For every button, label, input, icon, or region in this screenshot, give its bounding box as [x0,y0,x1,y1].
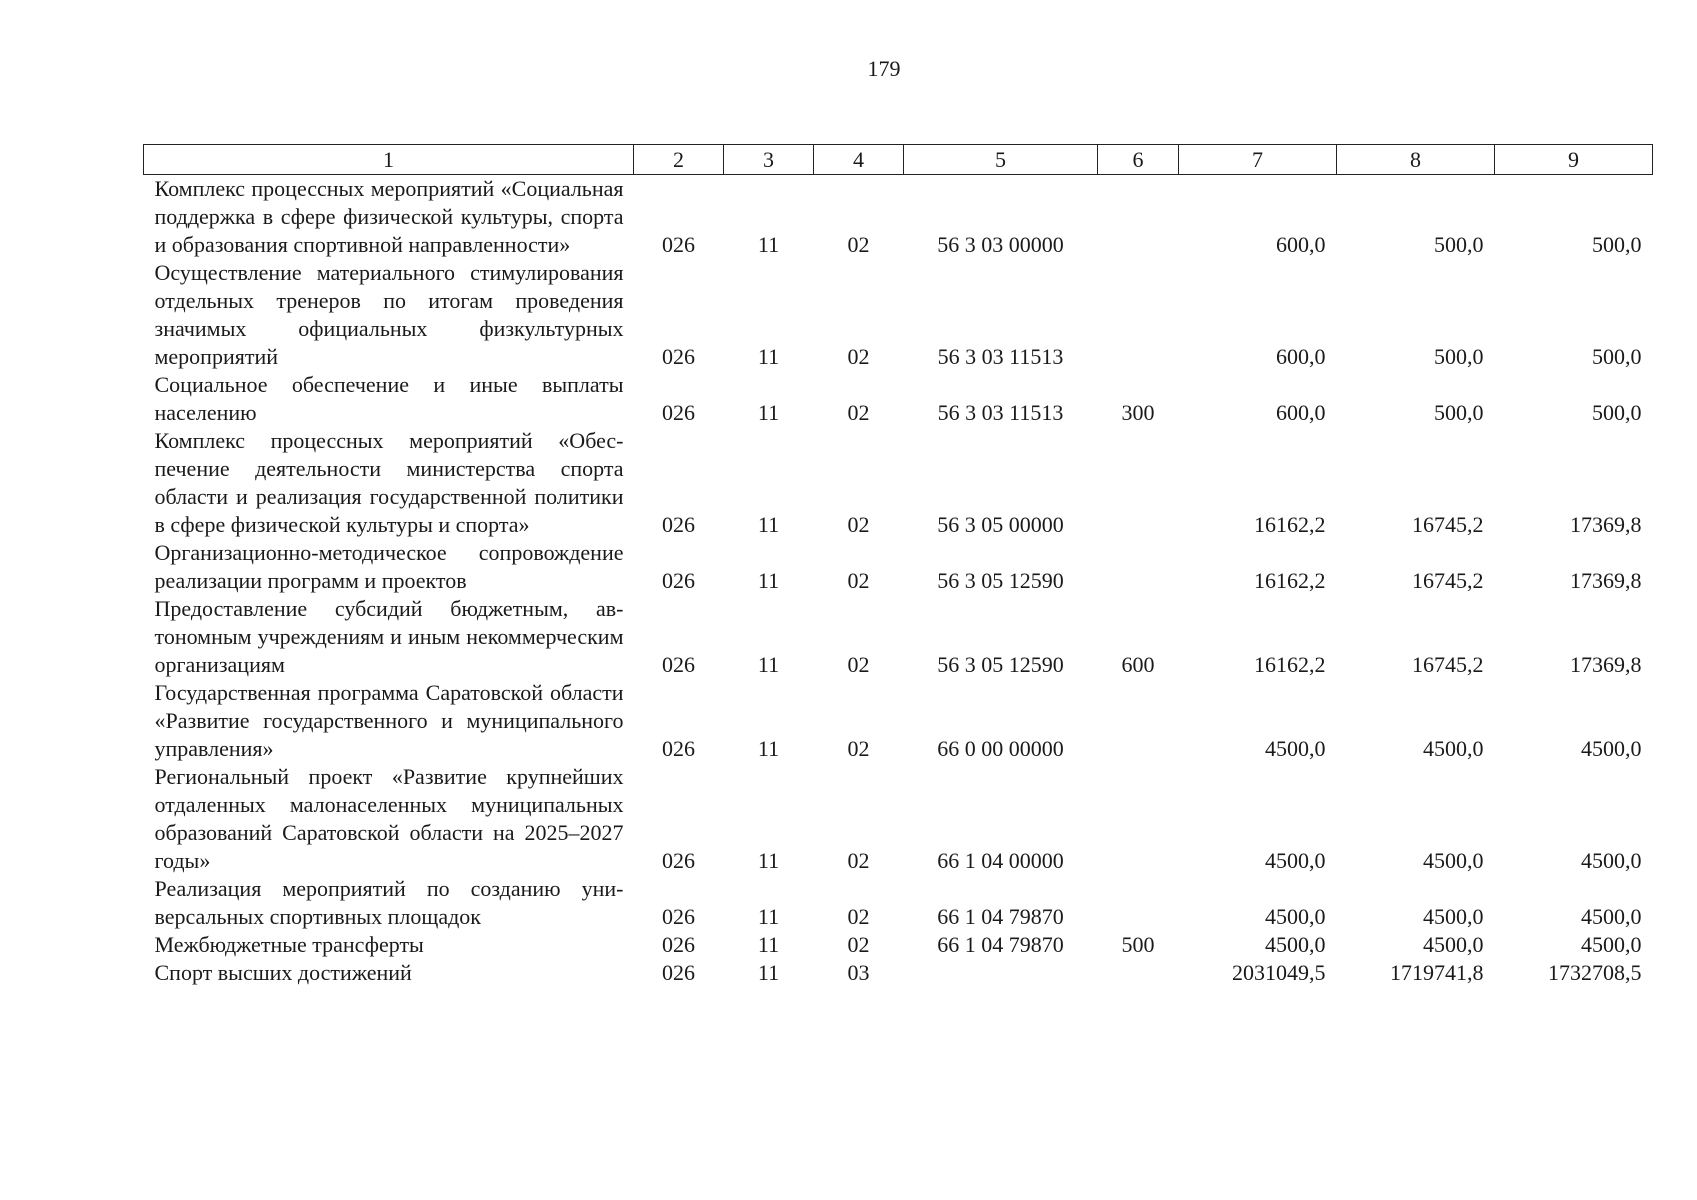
cell-target-code: 56 3 03 00000 [937,232,1064,257]
cell-target-code: 66 0 00 00000 [937,736,1064,761]
table-body [144,175,1653,988]
cell-amount-9: 1732708,5 [1548,960,1642,985]
cell-amount-9: 17369,8 [1570,512,1642,537]
header-cell-3: 3 [724,145,814,175]
table-row [144,175,1653,260]
cell-subsection: 02 [847,512,870,537]
page-number: 179 [867,56,901,81]
cell-subsection: 02 [847,932,870,957]
cell-subsection: 02 [847,652,870,677]
cell-amount-8: 4500,0 [1423,736,1484,761]
header-cell-8: 8 [1337,145,1495,175]
cell-amount-9: 500,0 [1592,344,1642,369]
cell-amount-7: 4500,0 [1265,932,1326,957]
cell-section: 11 [757,652,780,677]
cell-expense-type [1098,875,1179,931]
cell-subsection: 02 [847,848,870,873]
table-row [144,679,1653,763]
cell-amount-9: 17369,8 [1570,568,1642,593]
cell-target-code [904,959,1098,987]
cell-section: 11 [757,960,780,985]
cell-subsection: 03 [847,960,870,985]
table-row [144,371,1653,427]
cell-amount-8: 16745,2 [1412,512,1484,537]
row-name: Комплекс процессных мероприятий «Социальная поддержка в сфере физической культуры, спорта и образования спортивной направленности» [154,176,624,257]
cell-subsection: 02 [847,904,870,929]
header-cell-1: 1 [144,145,634,175]
cell-amount-8: 500,0 [1434,232,1484,257]
cell-subsection: 02 [847,400,870,425]
cell-expense-type [1098,175,1179,260]
cell-target-code: 66 1 04 00000 [937,848,1064,873]
cell-amount-8: 16745,2 [1412,568,1484,593]
cell-section: 11 [757,848,780,873]
row-name: Комплекс процессных мероприятий «Обеспечение деятельности министерства спорта области и реализация государственной политики в сфере физической культуры и спорта» [154,428,624,537]
cell-amount-7: 600,0 [1276,344,1326,369]
cell-expense-type [1098,427,1179,539]
cell-subsection: 02 [847,344,870,369]
cell-expense-type [1098,679,1179,763]
cell-amount-8: 4500,0 [1423,904,1484,929]
cell-amount-9: 17369,8 [1570,652,1642,677]
cell-ministry: 026 [662,736,695,761]
row-name: Предоставление субсидий бюджетным, автономным учреждениям и иным некоммерческим организациям [154,596,624,677]
cell-amount-8: 16745,2 [1412,652,1484,677]
cell-amount-8: 500,0 [1434,400,1484,425]
cell-amount-8: 1719741,8 [1390,960,1484,985]
cell-amount-7: 16162,2 [1254,568,1326,593]
row-name: Социальное обеспечение и иные выплаты населению [154,372,624,425]
cell-ministry: 026 [662,652,695,677]
cell-section: 11 [757,344,780,369]
cell-ministry: 026 [662,400,695,425]
cell-amount-9: 500,0 [1592,400,1642,425]
cell-target-code: 66 1 04 79870 [937,932,1064,957]
cell-amount-7: 4500,0 [1265,904,1326,929]
row-name: Государственная программа Саратовской области «Развитие государственного и муниципального управления» [154,680,624,761]
cell-amount-9: 4500,0 [1581,848,1642,873]
header-cell-5: 5 [904,145,1098,175]
row-name: Межбюджетные трансферты [154,932,424,957]
header-row [144,145,1653,175]
cell-subsection: 02 [847,232,870,257]
cell-amount-7: 4500,0 [1265,848,1326,873]
row-name: Спорт высших достижений [154,960,412,985]
cell-amount-8: 4500,0 [1423,932,1484,957]
cell-ministry: 026 [662,932,695,957]
cell-ministry: 026 [662,904,695,929]
cell-subsection: 02 [847,736,870,761]
cell-target-code: 66 1 04 79870 [937,904,1064,929]
cell-expense-type: 500 [1121,932,1155,957]
cell-amount-7: 4500,0 [1265,736,1326,761]
budget-table [143,144,1653,987]
cell-expense-type: 300 [1121,400,1155,425]
cell-ministry: 026 [662,232,695,257]
cell-amount-7: 600,0 [1276,232,1326,257]
cell-expense-type [1098,959,1179,987]
table-header [144,145,1653,175]
cell-expense-type [1098,763,1179,875]
table-row [144,763,1653,875]
row-name: Организационно-методическое сопровождение реализации программ и проектов [154,540,624,593]
header-cell-9: 9 [1495,145,1653,175]
cell-expense-type: 600 [1121,652,1155,677]
table-row [144,259,1653,371]
cell-ministry: 026 [662,512,695,537]
row-name: Реализация мероприятий по созданию универсальных спортивных площадок [154,876,624,929]
cell-amount-9: 4500,0 [1581,904,1642,929]
cell-amount-9: 4500,0 [1581,736,1642,761]
cell-ministry: 026 [662,344,695,369]
cell-section: 11 [757,400,780,425]
cell-amount-9: 500,0 [1592,232,1642,257]
row-name: Региональный проект «Развитие крупнейших отдаленных малонаселенных муниципальных образований Саратовской области на 2025–2027 годы» [154,764,624,873]
header-cell-4: 4 [814,145,904,175]
cell-amount-8: 500,0 [1434,344,1484,369]
cell-section: 11 [757,736,780,761]
cell-amount-7: 600,0 [1276,400,1326,425]
cell-section: 11 [757,904,780,929]
cell-target-code: 56 3 05 12590 [937,652,1064,677]
cell-section: 11 [757,932,780,957]
header-cell-7: 7 [1179,145,1337,175]
cell-amount-7: 16162,2 [1254,652,1326,677]
cell-section: 11 [757,568,780,593]
cell-section: 11 [757,512,780,537]
header-cell-6: 6 [1098,145,1179,175]
cell-target-code: 56 3 05 12590 [937,568,1064,593]
row-name: Осуществление материального стимулирования отдельных тренеров по итогам проведения значимых официальных физкультурных мероприятий [154,260,624,369]
header-cell-2: 2 [634,145,724,175]
table-row [144,875,1653,931]
cell-expense-type [1098,539,1179,595]
cell-amount-7: 16162,2 [1254,512,1326,537]
table-row [144,959,1653,987]
table-row [144,539,1653,595]
cell-ministry: 026 [662,960,695,985]
table-row [144,427,1653,539]
table-row [144,595,1653,679]
cell-ministry: 026 [662,568,695,593]
cell-ministry: 026 [662,848,695,873]
cell-amount-8: 4500,0 [1423,848,1484,873]
cell-subsection: 02 [847,568,870,593]
cell-amount-7: 2031049,5 [1232,960,1326,985]
cell-target-code: 56 3 03 11513 [937,400,1064,425]
cell-target-code: 56 3 05 00000 [937,512,1064,537]
cell-target-code: 56 3 03 11513 [937,344,1064,369]
cell-amount-9: 4500,0 [1581,932,1642,957]
table-row [144,931,1653,959]
cell-expense-type [1098,259,1179,371]
cell-section: 11 [757,232,780,257]
